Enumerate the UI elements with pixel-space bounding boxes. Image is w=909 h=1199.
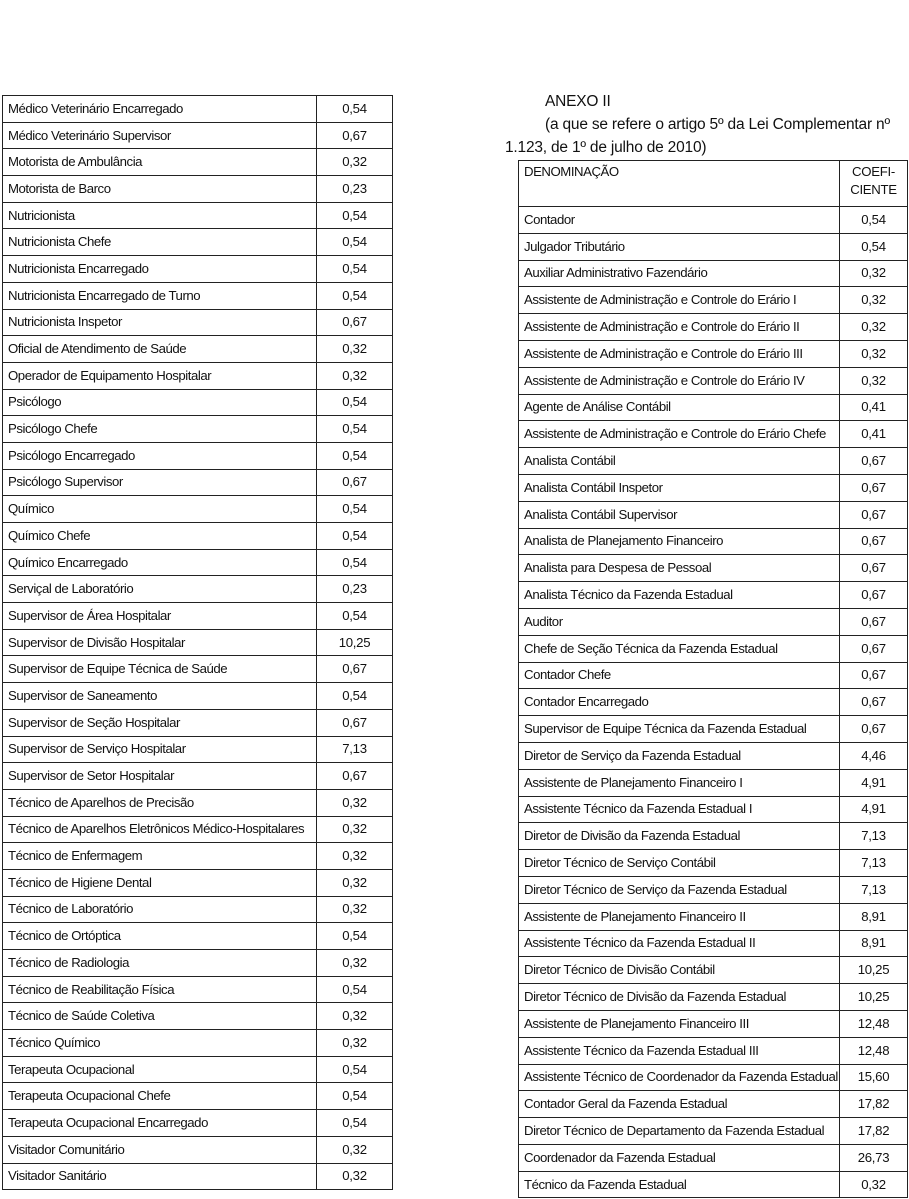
- table-row: [3, 469, 393, 496]
- job-title-cell: Supervisor de Seção Hospitalar: [3, 709, 317, 736]
- coefficient-cell: 0,54: [840, 207, 908, 234]
- table-row: [3, 362, 393, 389]
- header-coef-line1: COEFI-: [852, 164, 895, 179]
- job-title-cell: Supervisor de Serviço Hospitalar: [3, 736, 317, 763]
- table-row: [519, 662, 908, 689]
- job-title-cell: Terapeuta Ocupacional Chefe: [3, 1083, 317, 1110]
- job-title-cell: Assistente de Planejamento Financeiro III: [519, 1010, 840, 1037]
- coefficient-cell: 0,67: [840, 474, 908, 501]
- job-title-cell: Psicólogo: [3, 389, 317, 416]
- coefficient-cell: 0,41: [840, 394, 908, 421]
- coefficient-cell: 0,67: [840, 448, 908, 475]
- coefficient-cell: 0,32: [317, 1030, 393, 1057]
- table-row: [3, 523, 393, 550]
- job-title-cell: Técnico de Reabilitação Física: [3, 976, 317, 1003]
- table-row: [3, 869, 393, 896]
- table-row: [519, 957, 908, 984]
- annex-title: ANEXO II: [545, 93, 611, 110]
- coefficient-cell: 10,25: [840, 957, 908, 984]
- job-title-cell: Diretor de Serviço da Fazenda Estadual: [519, 742, 840, 769]
- job-title-cell: Assistente de Planejamento Financeiro II: [519, 903, 840, 930]
- job-title-cell: Técnico de Ortóptica: [3, 923, 317, 950]
- job-title-cell: Auxiliar Administrativo Fazendário: [519, 260, 840, 287]
- table-row: [519, 501, 908, 528]
- table-row: [3, 709, 393, 736]
- coefficient-cell: 0,32: [317, 843, 393, 870]
- job-title-cell: Visitador Sanitário: [3, 1163, 317, 1190]
- job-title-cell: Técnico de Aparelhos de Precisão: [3, 789, 317, 816]
- right-table-body: [519, 161, 908, 1198]
- job-title-cell: Contador Chefe: [519, 662, 840, 689]
- job-title-cell: Técnico de Higiene Dental: [3, 869, 317, 896]
- job-title-cell: Técnico da Fazenda Estadual: [519, 1171, 840, 1198]
- job-title-cell: Analista de Planejamento Financeiro: [519, 528, 840, 555]
- job-title-cell: Assistente Técnico de Coordenador da Fazenda Estadual: [519, 1064, 840, 1091]
- job-title-cell: Auditor: [519, 608, 840, 635]
- table-row: [519, 287, 908, 314]
- coefficient-cell: 0,67: [840, 635, 908, 662]
- table-row: [3, 763, 393, 790]
- table-row: [519, 742, 908, 769]
- coefficient-cell: 7,13: [840, 876, 908, 903]
- coefficient-cell: 15,60: [840, 1064, 908, 1091]
- job-title-cell: Assistente de Administração e Controle do Erário I: [519, 287, 840, 314]
- job-title-cell: Analista Técnico da Fazenda Estadual: [519, 582, 840, 609]
- job-title-cell: Motorista de Ambulância: [3, 149, 317, 176]
- table-row: [3, 389, 393, 416]
- job-title-cell: Nutricionista Chefe: [3, 229, 317, 256]
- coefficient-cell: 0,67: [317, 709, 393, 736]
- coefficient-cell: 8,91: [840, 930, 908, 957]
- table-row: [3, 923, 393, 950]
- coefficient-cell: 0,54: [317, 1110, 393, 1137]
- job-title-cell: Psicólogo Chefe: [3, 416, 317, 443]
- coefficient-cell: 17,82: [840, 1118, 908, 1145]
- coefficient-cell: 0,23: [317, 576, 393, 603]
- coefficient-cell: 0,67: [317, 656, 393, 683]
- table-row: [3, 656, 393, 683]
- table-row: [519, 823, 908, 850]
- coefficient-cell: 17,82: [840, 1091, 908, 1118]
- coefficient-cell: 8,91: [840, 903, 908, 930]
- table-row: [3, 629, 393, 656]
- job-title-cell: Diretor de Divisão da Fazenda Estadual: [519, 823, 840, 850]
- job-title-cell: Técnico de Saúde Coletiva: [3, 1003, 317, 1030]
- table-row: [3, 442, 393, 469]
- table-row: [519, 448, 908, 475]
- coefficient-cell: 4,46: [840, 742, 908, 769]
- job-title-cell: Nutricionista Encarregado: [3, 256, 317, 283]
- table-row: [519, 555, 908, 582]
- table-row: [519, 903, 908, 930]
- job-title-cell: Diretor Técnico de Serviço Contábil: [519, 850, 840, 877]
- coefficient-cell: 0,67: [840, 555, 908, 582]
- table-row: [519, 474, 908, 501]
- table-row: [519, 1037, 908, 1064]
- job-title-cell: Analista Contábil Supervisor: [519, 501, 840, 528]
- job-title-cell: Terapeuta Ocupacional Encarregado: [3, 1110, 317, 1137]
- coefficient-cell: 4,91: [840, 796, 908, 823]
- job-title-cell: Assistente de Administração e Controle do Erário III: [519, 340, 840, 367]
- coefficient-cell: 0,32: [317, 950, 393, 977]
- table-row: [519, 340, 908, 367]
- job-title-cell: Assistente Técnico da Fazenda Estadual I: [519, 796, 840, 823]
- table-row: [3, 282, 393, 309]
- coefficient-cell: 7,13: [840, 823, 908, 850]
- job-title-cell: Químico Chefe: [3, 523, 317, 550]
- coefficient-cell: 12,48: [840, 1010, 908, 1037]
- job-title-cell: Médico Veterinário Supervisor: [3, 122, 317, 149]
- table-row: [519, 1064, 908, 1091]
- table-row: [3, 950, 393, 977]
- coefficient-cell: 0,32: [317, 789, 393, 816]
- table-row: [3, 843, 393, 870]
- coefficient-cell: 0,67: [840, 501, 908, 528]
- coefficient-cell: 0,67: [840, 716, 908, 743]
- table-row: [3, 549, 393, 576]
- job-title-cell: Nutricionista Inspetor: [3, 309, 317, 336]
- coefficient-cell: 0,32: [840, 287, 908, 314]
- table-row: [3, 603, 393, 630]
- job-title-cell: Operador de Equipamento Hospitalar: [3, 362, 317, 389]
- job-title-cell: Técnico de Aparelhos Eletrônicos Médico-Hospitalares: [3, 816, 317, 843]
- job-title-cell: Assistente de Planejamento Financeiro I: [519, 769, 840, 796]
- coefficient-cell: 0,54: [317, 496, 393, 523]
- coefficient-cell: 12,48: [840, 1037, 908, 1064]
- coefficient-cell: 0,54: [317, 229, 393, 256]
- table-row: [519, 876, 908, 903]
- job-title-cell: Analista Contábil Inspetor: [519, 474, 840, 501]
- job-title-cell: Coordenador da Fazenda Estadual: [519, 1144, 840, 1171]
- table-row: [3, 149, 393, 176]
- coefficient-cell: 0,54: [317, 389, 393, 416]
- coefficient-cell: 0,32: [317, 1003, 393, 1030]
- coefficient-cell: 0,32: [840, 340, 908, 367]
- coefficient-cell: 0,67: [840, 582, 908, 609]
- coefficient-cell: 0,54: [317, 976, 393, 1003]
- table-row: [3, 1003, 393, 1030]
- table-row: [3, 416, 393, 443]
- coefficient-cell: 0,67: [317, 309, 393, 336]
- coefficient-cell: 0,67: [317, 763, 393, 790]
- table-row: [519, 1118, 908, 1145]
- coefficient-cell: 0,23: [317, 176, 393, 203]
- table-row: [3, 789, 393, 816]
- table-row: [519, 769, 908, 796]
- table-row: [3, 229, 393, 256]
- coefficient-cell: 0,32: [317, 1163, 393, 1190]
- job-title-cell: Diretor Técnico de Serviço da Fazenda Estadual: [519, 876, 840, 903]
- job-title-cell: Técnico de Enfermagem: [3, 843, 317, 870]
- table-header-row: [519, 161, 908, 207]
- table-row: [3, 96, 393, 123]
- table-row: [519, 1091, 908, 1118]
- table-row: [519, 421, 908, 448]
- table-row: [519, 1144, 908, 1171]
- job-title-cell: Nutricionista Encarregado de Turno: [3, 282, 317, 309]
- header-coef-line2: CIENTE: [850, 182, 897, 197]
- coefficient-cell: 0,54: [317, 256, 393, 283]
- coefficient-cell: 0,67: [840, 662, 908, 689]
- left-table-body: [3, 96, 393, 1190]
- job-title-cell: Analista para Despesa de Pessoal: [519, 555, 840, 582]
- right-coefficient-table: [518, 160, 908, 1198]
- table-row: [519, 796, 908, 823]
- table-row: [3, 309, 393, 336]
- coefficient-cell: 7,13: [317, 736, 393, 763]
- table-row: [3, 683, 393, 710]
- job-title-cell: Técnico de Laboratório: [3, 896, 317, 923]
- coefficient-cell: 0,54: [317, 442, 393, 469]
- coefficient-cell: 0,32: [317, 869, 393, 896]
- coefficient-cell: 0,41: [840, 421, 908, 448]
- coefficient-cell: 26,73: [840, 1144, 908, 1171]
- table-row: [3, 122, 393, 149]
- header-denominacao: DENOMINAÇÃO: [519, 161, 840, 207]
- job-title-cell: Diretor Técnico de Divisão da Fazenda Estadual: [519, 984, 840, 1011]
- annex-subtitle-line1: (a que se refere o artigo 5º da Lei Complementar nº: [545, 116, 890, 133]
- header-coeficiente: [840, 161, 908, 207]
- job-title-cell: Supervisor de Saneamento: [3, 683, 317, 710]
- coefficient-cell: 0,67: [840, 528, 908, 555]
- table-row: [3, 736, 393, 763]
- coefficient-cell: 10,25: [317, 629, 393, 656]
- coefficient-cell: 0,54: [317, 683, 393, 710]
- job-title-cell: Psicólogo Encarregado: [3, 442, 317, 469]
- coefficient-cell: 0,54: [317, 202, 393, 229]
- table-row: [519, 984, 908, 1011]
- job-title-cell: Terapeuta Ocupacional: [3, 1056, 317, 1083]
- table-row: [519, 689, 908, 716]
- table-row: [519, 528, 908, 555]
- job-title-cell: Supervisor de Setor Hospitalar: [3, 763, 317, 790]
- job-title-cell: Diretor Técnico de Departamento da Fazenda Estadual: [519, 1118, 840, 1145]
- table-row: [519, 582, 908, 609]
- job-title-cell: Contador: [519, 207, 840, 234]
- job-title-cell: Contador Geral da Fazenda Estadual: [519, 1091, 840, 1118]
- coefficient-cell: 0,32: [317, 1136, 393, 1163]
- table-row: [519, 1010, 908, 1037]
- job-title-cell: Assistente de Administração e Controle do Erário II: [519, 314, 840, 341]
- table-row: [519, 233, 908, 260]
- table-row: [519, 207, 908, 234]
- table-row: [519, 850, 908, 877]
- table-row: [3, 1136, 393, 1163]
- table-row: [3, 1030, 393, 1057]
- coefficient-cell: 0,67: [317, 122, 393, 149]
- job-title-cell: Chefe de Seção Técnica da Fazenda Estadual: [519, 635, 840, 662]
- coefficient-cell: 0,32: [317, 336, 393, 363]
- table-row: [3, 1163, 393, 1190]
- coefficient-cell: 0,67: [317, 469, 393, 496]
- job-title-cell: Médico Veterinário Encarregado: [3, 96, 317, 123]
- job-title-cell: Assistente Técnico da Fazenda Estadual III: [519, 1037, 840, 1064]
- job-title-cell: Diretor Técnico de Divisão Contábil: [519, 957, 840, 984]
- coefficient-cell: 0,32: [840, 260, 908, 287]
- table-row: [3, 816, 393, 843]
- coefficient-cell: 0,54: [317, 416, 393, 443]
- table-row: [519, 1171, 908, 1198]
- table-row: [3, 576, 393, 603]
- coefficient-cell: 0,32: [840, 1171, 908, 1198]
- table-row: [3, 256, 393, 283]
- coefficient-cell: 0,32: [317, 816, 393, 843]
- coefficient-cell: 0,32: [840, 314, 908, 341]
- table-row: [3, 1083, 393, 1110]
- table-row: [519, 260, 908, 287]
- job-title-cell: Visitador Comunitário: [3, 1136, 317, 1163]
- table-row: [519, 314, 908, 341]
- job-title-cell: Supervisor de Equipe Técnica da Fazenda Estadual: [519, 716, 840, 743]
- table-row: [3, 976, 393, 1003]
- table-row: [3, 1056, 393, 1083]
- job-title-cell: Químico: [3, 496, 317, 523]
- coefficient-cell: 0,67: [840, 689, 908, 716]
- job-title-cell: Supervisor de Divisão Hospitalar: [3, 629, 317, 656]
- job-title-cell: Supervisor de Área Hospitalar: [3, 603, 317, 630]
- coefficient-cell: 0,54: [317, 523, 393, 550]
- coefficient-cell: 0,54: [317, 282, 393, 309]
- table-row: [519, 716, 908, 743]
- job-title-cell: Serviçal de Laboratório: [3, 576, 317, 603]
- coefficient-cell: 0,54: [317, 1083, 393, 1110]
- coefficient-cell: 10,25: [840, 984, 908, 1011]
- table-row: [3, 336, 393, 363]
- job-title-cell: Assistente de Administração e Controle do Erário IV: [519, 367, 840, 394]
- annex-subtitle-line2: 1.123, de 1º de julho de 2010): [505, 139, 707, 156]
- coefficient-cell: 0,54: [317, 1056, 393, 1083]
- job-title-cell: Técnico de Radiologia: [3, 950, 317, 977]
- coefficient-cell: 0,54: [317, 923, 393, 950]
- table-row: [519, 930, 908, 957]
- coefficient-cell: 0,54: [840, 233, 908, 260]
- table-row: [519, 608, 908, 635]
- job-title-cell: Julgador Tributário: [519, 233, 840, 260]
- table-row: [3, 496, 393, 523]
- job-title-cell: Supervisor de Equipe Técnica de Saúde: [3, 656, 317, 683]
- job-title-cell: Analista Contábil: [519, 448, 840, 475]
- coefficient-cell: 0,32: [317, 149, 393, 176]
- job-title-cell: Psicólogo Supervisor: [3, 469, 317, 496]
- job-title-cell: Oficial de Atendimento de Saúde: [3, 336, 317, 363]
- coefficient-cell: 0,54: [317, 549, 393, 576]
- job-title-cell: Assistente de Administração e Controle do Erário Chefe: [519, 421, 840, 448]
- coefficient-cell: 0,32: [317, 362, 393, 389]
- table-row: [519, 635, 908, 662]
- job-title-cell: Químico Encarregado: [3, 549, 317, 576]
- table-row: [3, 1110, 393, 1137]
- table-row: [519, 367, 908, 394]
- table-row: [519, 394, 908, 421]
- coefficient-cell: 4,91: [840, 769, 908, 796]
- left-coefficient-table: [2, 95, 393, 1190]
- table-row: [3, 202, 393, 229]
- coefficient-cell: 7,13: [840, 850, 908, 877]
- table-row: [3, 896, 393, 923]
- job-title-cell: Motorista de Barco: [3, 176, 317, 203]
- coefficient-cell: 0,67: [840, 608, 908, 635]
- job-title-cell: Contador Encarregado: [519, 689, 840, 716]
- job-title-cell: Técnico Químico: [3, 1030, 317, 1057]
- coefficient-cell: 0,54: [317, 603, 393, 630]
- coefficient-cell: 0,32: [317, 896, 393, 923]
- coefficient-cell: 0,32: [840, 367, 908, 394]
- job-title-cell: Nutricionista: [3, 202, 317, 229]
- job-title-cell: Agente de Análise Contábil: [519, 394, 840, 421]
- table-row: [3, 176, 393, 203]
- annex-heading: [505, 90, 909, 159]
- job-title-cell: Assistente Técnico da Fazenda Estadual II: [519, 930, 840, 957]
- coefficient-cell: 0,54: [317, 96, 393, 123]
